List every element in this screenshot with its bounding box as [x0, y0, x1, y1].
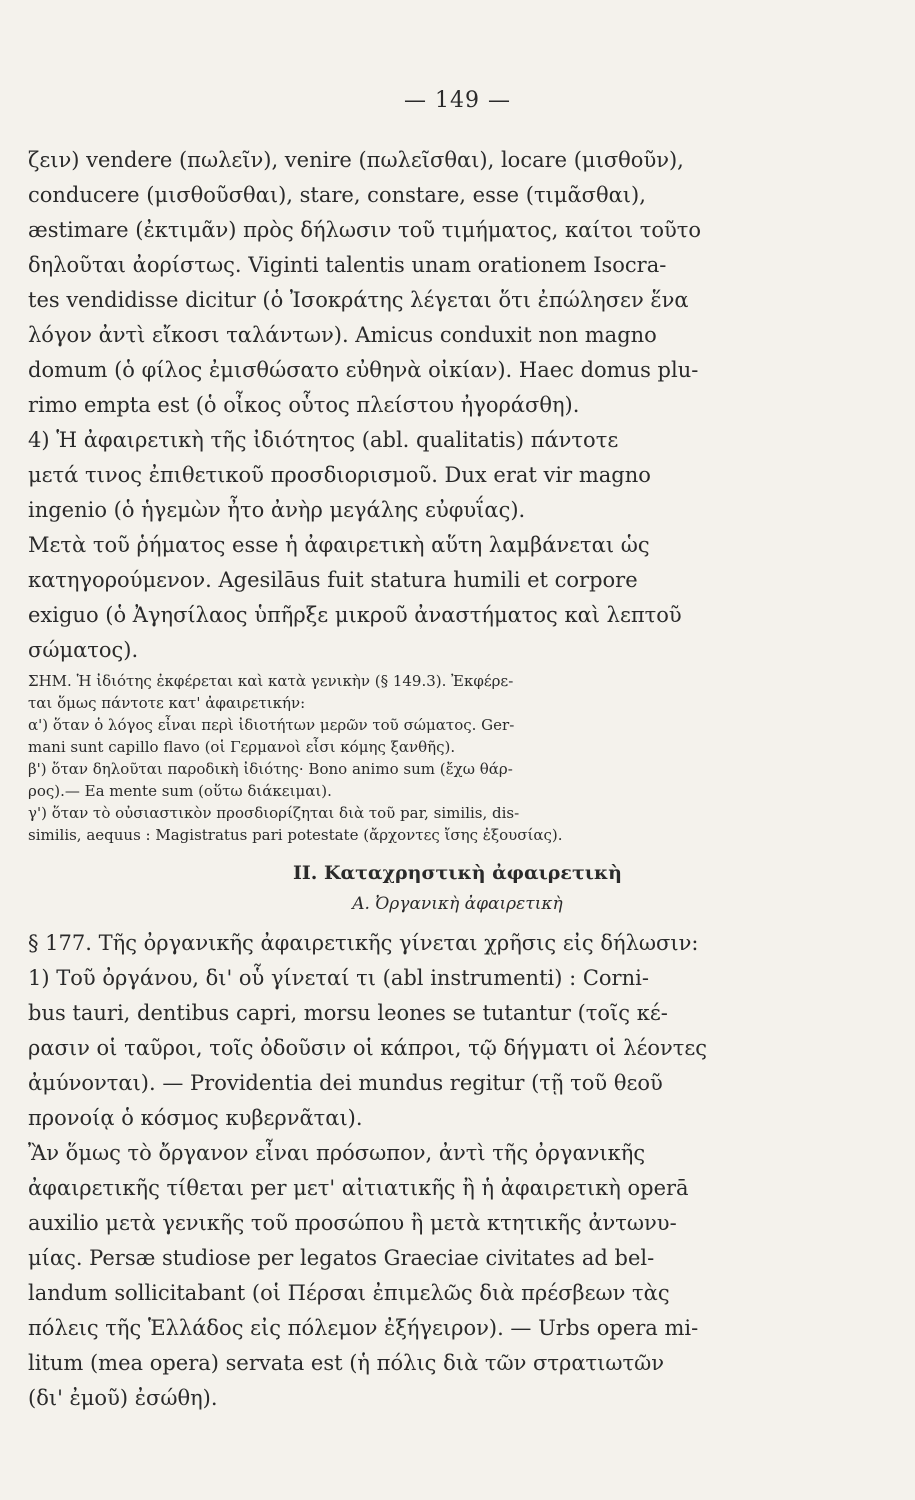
text-line: προνοίᾳ ὁ κόσμος κυβερνᾶται). [28, 1106, 363, 1130]
text-line: tes vendidisse dicitur (ὁ Ἰσοκράτης λέγεται ὅτι ἐπώλησεν ἕνα [28, 288, 689, 312]
text-line: rimo empta est (ὁ οἶκος οὗτος πλείστου ἠγοράσθη). [28, 393, 580, 417]
text-line: δηλοῦται ἀορίστως. Viginti talentis unam orationem Isocra- [28, 253, 667, 277]
note-line: γ') ὅταν τὸ οὐσιαστικὸν προσδιορίζηται διὰ τοῦ par, similis, dis- [28, 804, 520, 822]
text-line: æstimare (ἐκτιμᾶν) πρὸς δήλωσιν τοῦ τιμήματος, καίτοι τοῦτο [28, 218, 702, 242]
text-line: ἀμύνονται). — Providentia dei mundus regitur (τῇ τοῦ θεοῦ [28, 1071, 663, 1095]
text-line: ρασιν οἱ ταῦροι, τοῖς ὀδοῦσιν οἱ κάπροι, τῷ δήγματι οἱ λέοντες [28, 1036, 708, 1060]
text-line: ingenio (ὁ ἡγεμὼν ἦτο ἀνὴρ μεγάλης εὐφυΐας). [28, 498, 526, 522]
subsection-heading: A. Ὀργανικὴ ἀφαιρετικὴ [352, 894, 563, 914]
text-line: μίας. Persæ studiose per legatos Graeciae civitates ad bel- [28, 1246, 655, 1270]
note-line: mani sunt capillo flavo (οἱ Γερμανοὶ εἶσι κόμης ξανθῆς). [28, 738, 456, 756]
text-line: ζειν) vendere (πωλεῖν), venire (πωλεῖσθαι), locare (μισθοῦν), [28, 148, 684, 172]
text-line: Ἂν ὅμως τὸ ὄργανον εἶναι πρόσωπον, ἀντὶ τῆς ὀργανικῆς [28, 1141, 646, 1165]
note-line: α') ὅταν ὁ λόγος εἶναι περὶ ἰδιοτήτων μερῶν τοῦ σώματος. Ger- [28, 716, 515, 734]
note-line: ρος).— Ea mente sum (οὕτω διάκειμαι). [28, 782, 332, 800]
text-line: 4) Ἡ ἀφαιρετικὴ τῆς ἰδιότητος (abl. qualitatis) πάντοτε [28, 428, 619, 452]
text-line: Μετὰ τοῦ ῥήματος esse ἡ ἀφαιρετικὴ αὕτη λαμβάνεται ὡς [28, 533, 650, 557]
text-line: § 177. Τῆς ὀργανικῆς ἀφαιρετικῆς γίνεται χρῆσις εἰς δήλωσιν: [28, 931, 699, 955]
text-line: (δι' ἐμοῦ) ἐσώθη). [28, 1386, 218, 1410]
text-line: auxilio μετὰ γενικῆς τοῦ προσώπου ἢ μετὰ κτητικῆς ἀντωνυ- [28, 1211, 677, 1235]
section-heading: II. Καταχρηστικὴ ἀφαιρετικὴ [293, 862, 622, 884]
text-line: 1) Τοῦ ὀργάνου, δι' οὗ γίνεταί τι (abl instrumenti) : Corni- [28, 966, 649, 990]
text-line: πόλεις τῆς Ἑλλάδος εἰς πόλεμον ἐξήγειρον). — Urbs opera mi- [28, 1316, 699, 1340]
text-line: μετά τινος ἐπιθετικοῦ προσδιορισμοῦ. Dux erat vir magno [28, 463, 651, 487]
text-line: λόγον ἀντὶ εἴκοσι ταλάντων). Amicus conduxit non magno [28, 323, 657, 347]
note-line: β') ὅταν δηλοῦται παροδικὴ ἰδιότης· Bono animo sum (ἔχω θάρ- [28, 760, 513, 778]
text-line: κατηγορούμενον. Agesilāus fuit statura humili et corpore [28, 568, 638, 592]
note-line: similis, aequus : Magistratus pari potestate (ἄρχοντες ἴσης ἐξουσίας). [28, 826, 563, 844]
text-line: exiguo (ὁ Ἀγησίλαος ὑπῆρξε μικροῦ ἀναστήματος καὶ λεπτοῦ [28, 603, 682, 627]
text-line: σώματος). [28, 638, 139, 662]
note-line: ται ὅμως πάντοτε κατ' ἀφαιρετικήν: [28, 694, 306, 712]
page-number: — 149 — [404, 88, 511, 113]
text-line: domum (ὁ φίλος ἐμισθώσατο εὐθηνὰ οἰκίαν). Haec domus plu- [28, 358, 699, 382]
text-line: bus tauri, dentibus capri, morsu leones se tutantur (τοῖς κέ- [28, 1001, 668, 1025]
text-line: litum (mea opera) servata est (ἡ πόλις διὰ τῶν στρατιωτῶν [28, 1351, 664, 1375]
text-line: ἀφαιρετικῆς τίθεται per μετ' αἰτιατικῆς ἢ ἡ ἀφαιρετικὴ operā [28, 1176, 689, 1200]
text-line: landum sollicitabant (οἱ Πέρσαι ἐπιμελῶς διὰ πρέσβεων τὰς [28, 1281, 670, 1305]
text-line: conducere (μισθοῦσθαι), stare, constare, esse (τιμᾶσθαι), [28, 183, 646, 207]
note-line: ΣΗΜ. Ἡ ἰδιότης ἐκφέρεται καὶ κατὰ γενικὴν (§ 149.3). Ἐκφέρε- [28, 672, 514, 690]
